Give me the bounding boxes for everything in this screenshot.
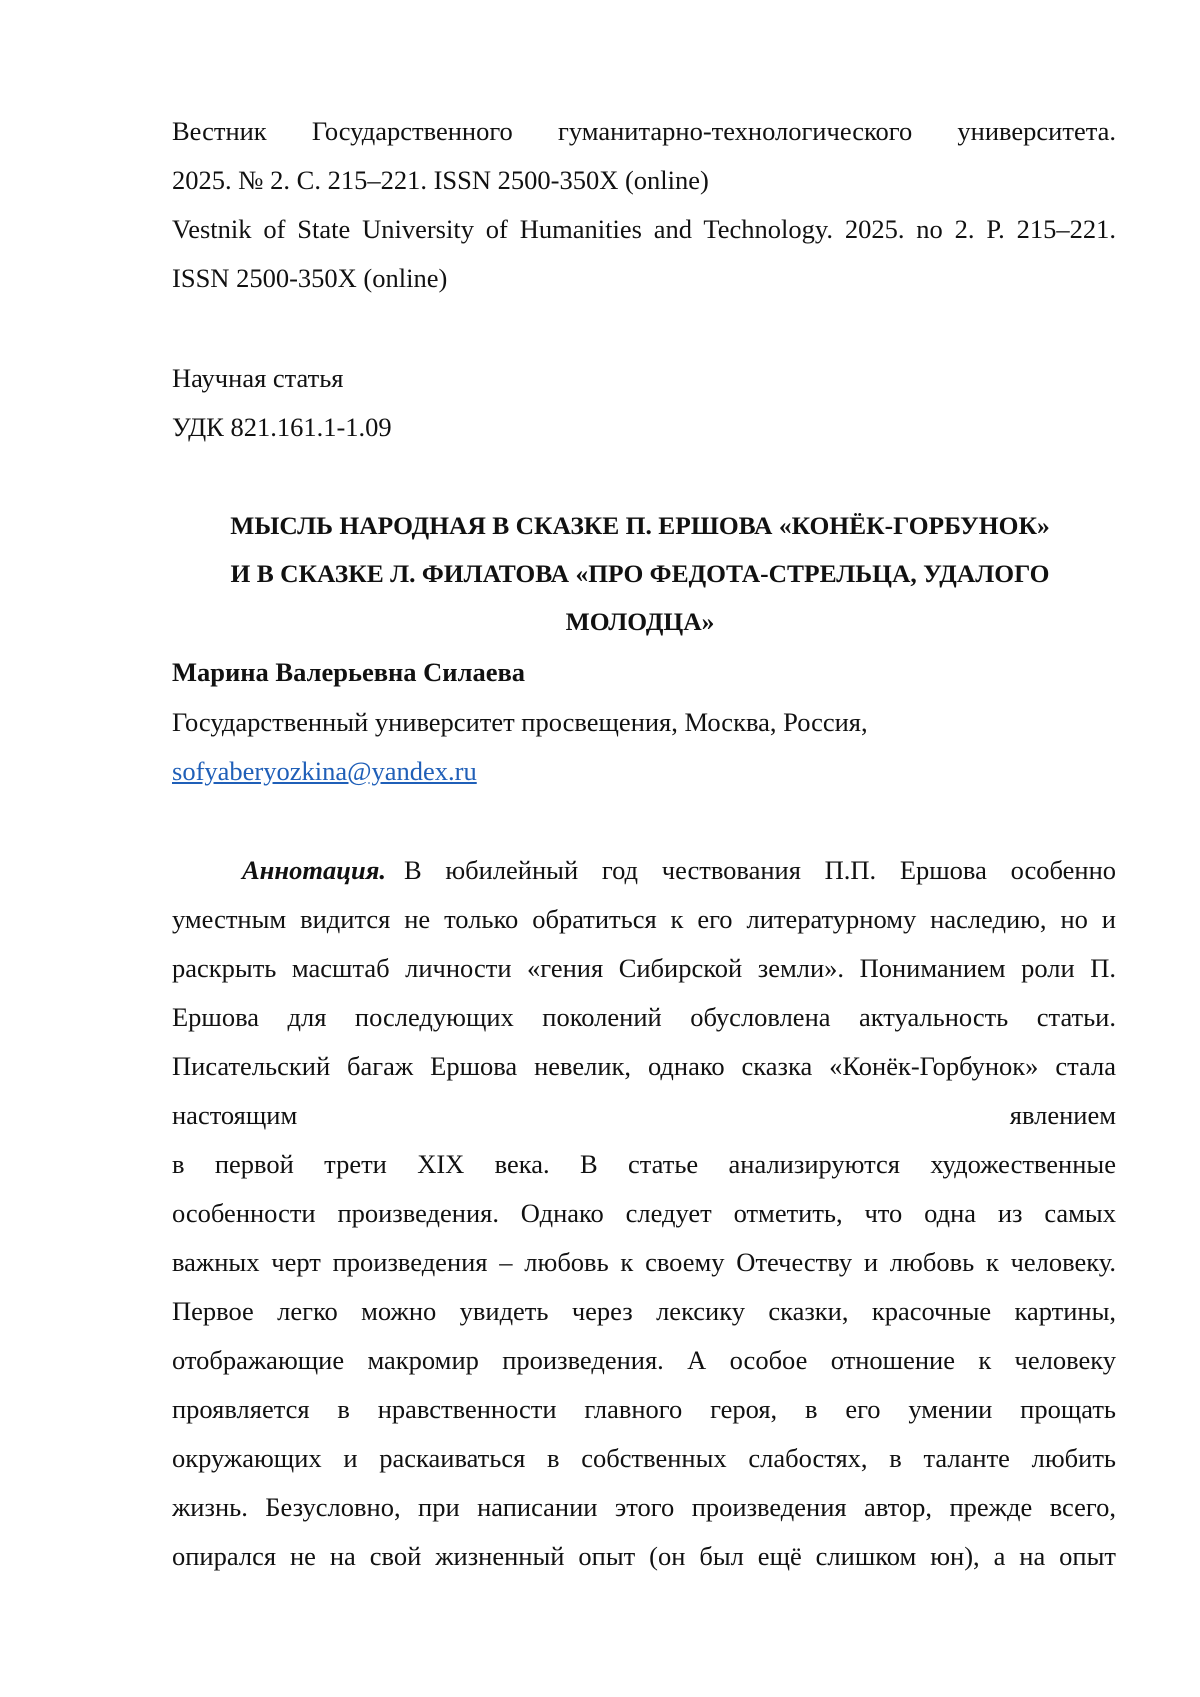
abstract-first-line-text: В юбилейный год чествования П.П. Ершова особенно bbox=[404, 853, 1116, 887]
abstract-line: окружающих и раскаиваться в собственных слабостях, в таланте любить bbox=[172, 1441, 1116, 1475]
abstract-line: настоящим явлением bbox=[172, 1098, 1116, 1132]
abstract-line: жизнь. Безусловно, при написании этого произведения автор, прежде всего, bbox=[172, 1490, 1116, 1524]
abstract-line: раскрыть масштаб личности «гения Сибирской земли». Пониманием роли П. bbox=[172, 951, 1116, 985]
abstract-label: Аннотация. bbox=[242, 853, 386, 887]
abstract-line: уместным видится не только обратиться к его литературному наследию, но и bbox=[172, 902, 1116, 936]
abstract-line: Ершова для последующих поколений обусловлена актуальность статьи. bbox=[172, 1000, 1116, 1034]
author-name: Марина Валерьевна Силаева bbox=[172, 655, 1116, 689]
abstract-first-line bbox=[242, 853, 1116, 887]
abstract-line: в первой трети XIX века. В статье анализируются художественные bbox=[172, 1147, 1116, 1181]
article-type: Научная статья bbox=[172, 361, 1116, 395]
abstract-line: важных черт произведения – любовь к своему Отечеству и любовь к человеку. bbox=[172, 1245, 1116, 1279]
udc-code: УДК 821.161.1-1.09 bbox=[172, 410, 1116, 444]
journal-header-ru-line1: Вестник Государственного гуманитарно-технологического университета. bbox=[172, 114, 1116, 148]
author-affiliation: Государственный университет просвещения, Москва, Россия, bbox=[172, 705, 1116, 739]
journal-header-en-line1: Vestnik of State University of Humanities and Technology. 2025. no 2. P. 215–221. bbox=[172, 212, 1116, 246]
journal-header-en-line2: ISSN 2500-350X (online) bbox=[172, 261, 1116, 295]
abstract-line: отображающие макромир произведения. А особое отношение к человеку bbox=[172, 1343, 1116, 1377]
article-title-line1: МЫСЛЬ НАРОДНАЯ В СКАЗКЕ П. ЕРШОВА «КОНЁК-ГОРБУНОК» bbox=[140, 509, 1140, 543]
article-title-line2: И В СКАЗКЕ Л. ФИЛАТОВА «ПРО ФЕДОТА-СТРЕЛЬЦА, УДАЛОГО bbox=[140, 557, 1140, 591]
author-email-line bbox=[172, 754, 1116, 788]
abstract-line: Писательский багаж Ершова невелик, однако сказка «Конёк-Горбунок» стала bbox=[172, 1049, 1116, 1083]
journal-header-ru-line2: 2025. № 2. С. 215–221. ISSN 2500-350X (online) bbox=[172, 163, 1116, 197]
article-title-line3: МОЛОДЦА» bbox=[140, 605, 1140, 639]
abstract-line: Первое легко можно увидеть через лексику сказки, красочные картины, bbox=[172, 1294, 1116, 1328]
abstract-line: опирался не на свой жизненный опыт (он был ещё слишком юн), а на опыт bbox=[172, 1539, 1116, 1573]
abstract-line: проявляется в нравственности главного героя, в его умении прощать bbox=[172, 1392, 1116, 1426]
document-page bbox=[0, 0, 1200, 1697]
abstract-line: особенности произведения. Однако следует отметить, что одна из самых bbox=[172, 1196, 1116, 1230]
author-email-link[interactable]: sofyaberyozkina@yandex.ru bbox=[172, 756, 477, 786]
